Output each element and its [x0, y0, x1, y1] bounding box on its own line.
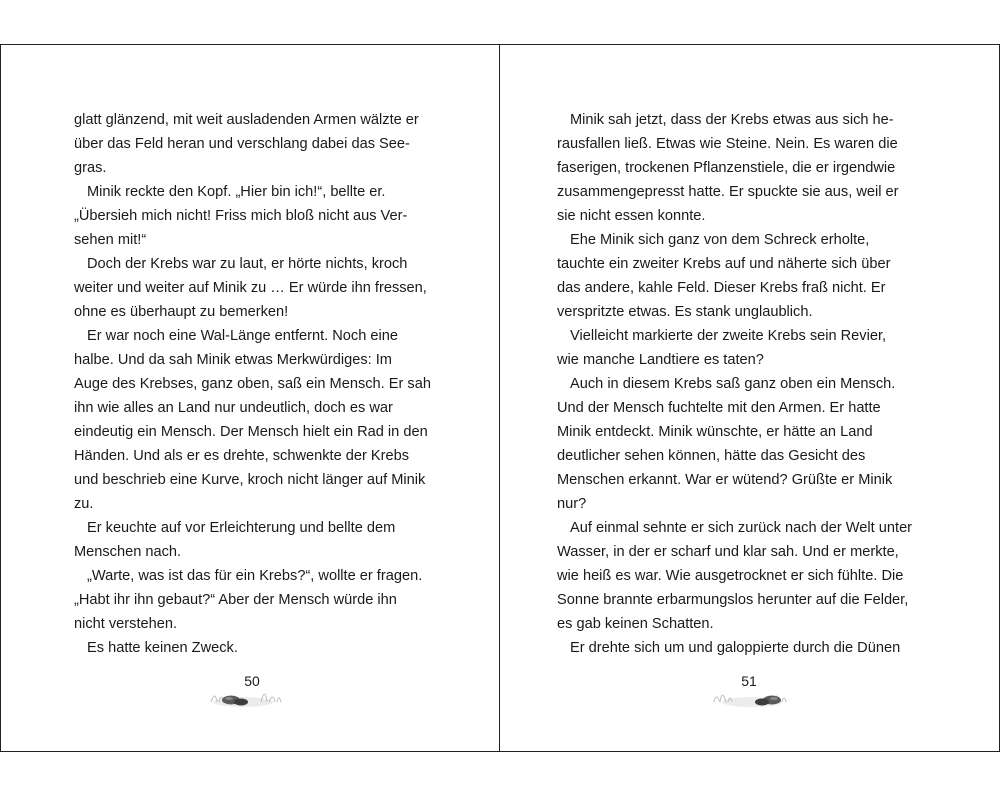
text-line: Minik reckte den Kopf. „Hier bin ich!“, bellte er.: [87, 184, 386, 200]
text-line: glatt glänzend, mit weit ausladenden Armen wälzte er: [74, 112, 419, 128]
text-line: Es hatte keinen Zweck.: [87, 640, 238, 656]
text-line: „Habt ihr ihn gebaut?“ Aber der Mensch würde ihn: [74, 592, 397, 608]
text-line: nicht verstehen.: [74, 616, 178, 632]
text-line: Wasser, in der er scharf und klar sah. Und er merkte,: [557, 544, 899, 560]
text-line: „Warte, was ist das für ein Krebs?“, wollte er fragen.: [87, 568, 423, 584]
text-line: Ehe Minik sich ganz von dem Schreck erholte,: [570, 232, 870, 248]
text-line: Vielleicht markierte der zweite Krebs sein Revier,: [570, 328, 887, 344]
text-line: eindeutig ein Mensch. Der Mensch hielt ein Rad in den: [74, 424, 428, 440]
text-line: zu.: [74, 496, 94, 512]
text-line: Er war noch eine Wal-Länge entfernt. Noch eine: [87, 328, 398, 344]
text-line: über das Feld heran und verschlang dabei das See-: [74, 136, 410, 152]
text-line: sie nicht essen konnte.: [557, 208, 706, 224]
text-line: Menschen nach.: [74, 544, 182, 560]
text-line: deutlicher sehen können, hätte das Gesicht des: [557, 448, 866, 464]
text-line: tauchte ein zweiter Krebs auf und näherte sich über: [557, 256, 891, 272]
text-line: es gab keinen Schatten.: [557, 616, 714, 632]
right-page-text: [557, 108, 919, 660]
text-line: Doch der Krebs war zu laut, er hörte nichts, kroch: [87, 256, 408, 272]
text-line: Minik entdeckt. Minik wünschte, er hätte an Land: [557, 424, 873, 440]
text-line: Händen. Und als er es drehte, schwenkte der Krebs: [74, 448, 410, 464]
text-line: gras.: [74, 160, 107, 176]
text-line: nur?: [557, 496, 587, 512]
page-number-ornament-left: [203, 672, 283, 712]
text-line: wie heiß es war. Wie ausgetrocknet er sich fühlte. Die: [557, 568, 904, 584]
text-line: wie manche Landtiere es taten?: [557, 352, 764, 368]
text-line: rausfallen ließ. Etwas wie Steine. Nein. Es waren die: [557, 136, 898, 152]
text-line: zusammengepresst hatte. Er spuckte sie aus, weil er: [557, 184, 899, 200]
text-line: ohne es überhaupt zu bemerken!: [74, 304, 289, 320]
text-line: Auch in diesem Krebs saß ganz oben ein Mensch.: [570, 376, 896, 392]
text-line: Er drehte sich um und galoppierte durch die Dünen: [570, 640, 901, 656]
text-line: Sonne brannte erbarmungslos herunter auf die Felder,: [557, 592, 909, 608]
left-page-text: [74, 108, 436, 660]
text-line: Und der Mensch fuchtelte mit den Armen. Er hatte: [557, 400, 881, 416]
text-line: faserigen, trockenen Pflanzenstiele, die er irgendwie: [557, 160, 896, 176]
text-line: ihn wie alles an Land nur undeutlich, doch es war: [74, 400, 393, 416]
text-line: das andere, kahle Feld. Dieser Krebs fraß nicht. Er: [557, 280, 886, 296]
page-number: 50: [244, 673, 260, 689]
text-line: verspritzte etwas. Es stank unglaublich.: [557, 304, 813, 320]
page-number: 51: [741, 673, 757, 689]
page-number-ornament-right: [712, 672, 792, 712]
text-line: Menschen erkannt. War er wütend? Grüßte er Minik: [557, 472, 893, 488]
text-line: und beschrieb eine Kurve, kroch nicht länger auf Minik: [74, 472, 426, 488]
text-line: Auf einmal sehnte er sich zurück nach der Welt unter: [570, 520, 913, 536]
text-line: sehen mit!“: [74, 232, 147, 248]
text-line: Minik sah jetzt, dass der Krebs etwas aus sich he-: [570, 112, 894, 128]
text-line: Er keuchte auf vor Erleichterung und bellte dem: [87, 520, 396, 536]
text-line: halbe. Und da sah Minik etwas Merkwürdiges: Im: [74, 352, 392, 368]
text-line: „Übersieh mich nicht! Friss mich bloß nicht aus Ver-: [74, 208, 408, 224]
text-line: Auge des Krebses, ganz oben, saß ein Mensch. Er sah: [74, 376, 431, 392]
text-line: weiter und weiter auf Minik zu … Er würde ihn fressen,: [74, 280, 427, 296]
